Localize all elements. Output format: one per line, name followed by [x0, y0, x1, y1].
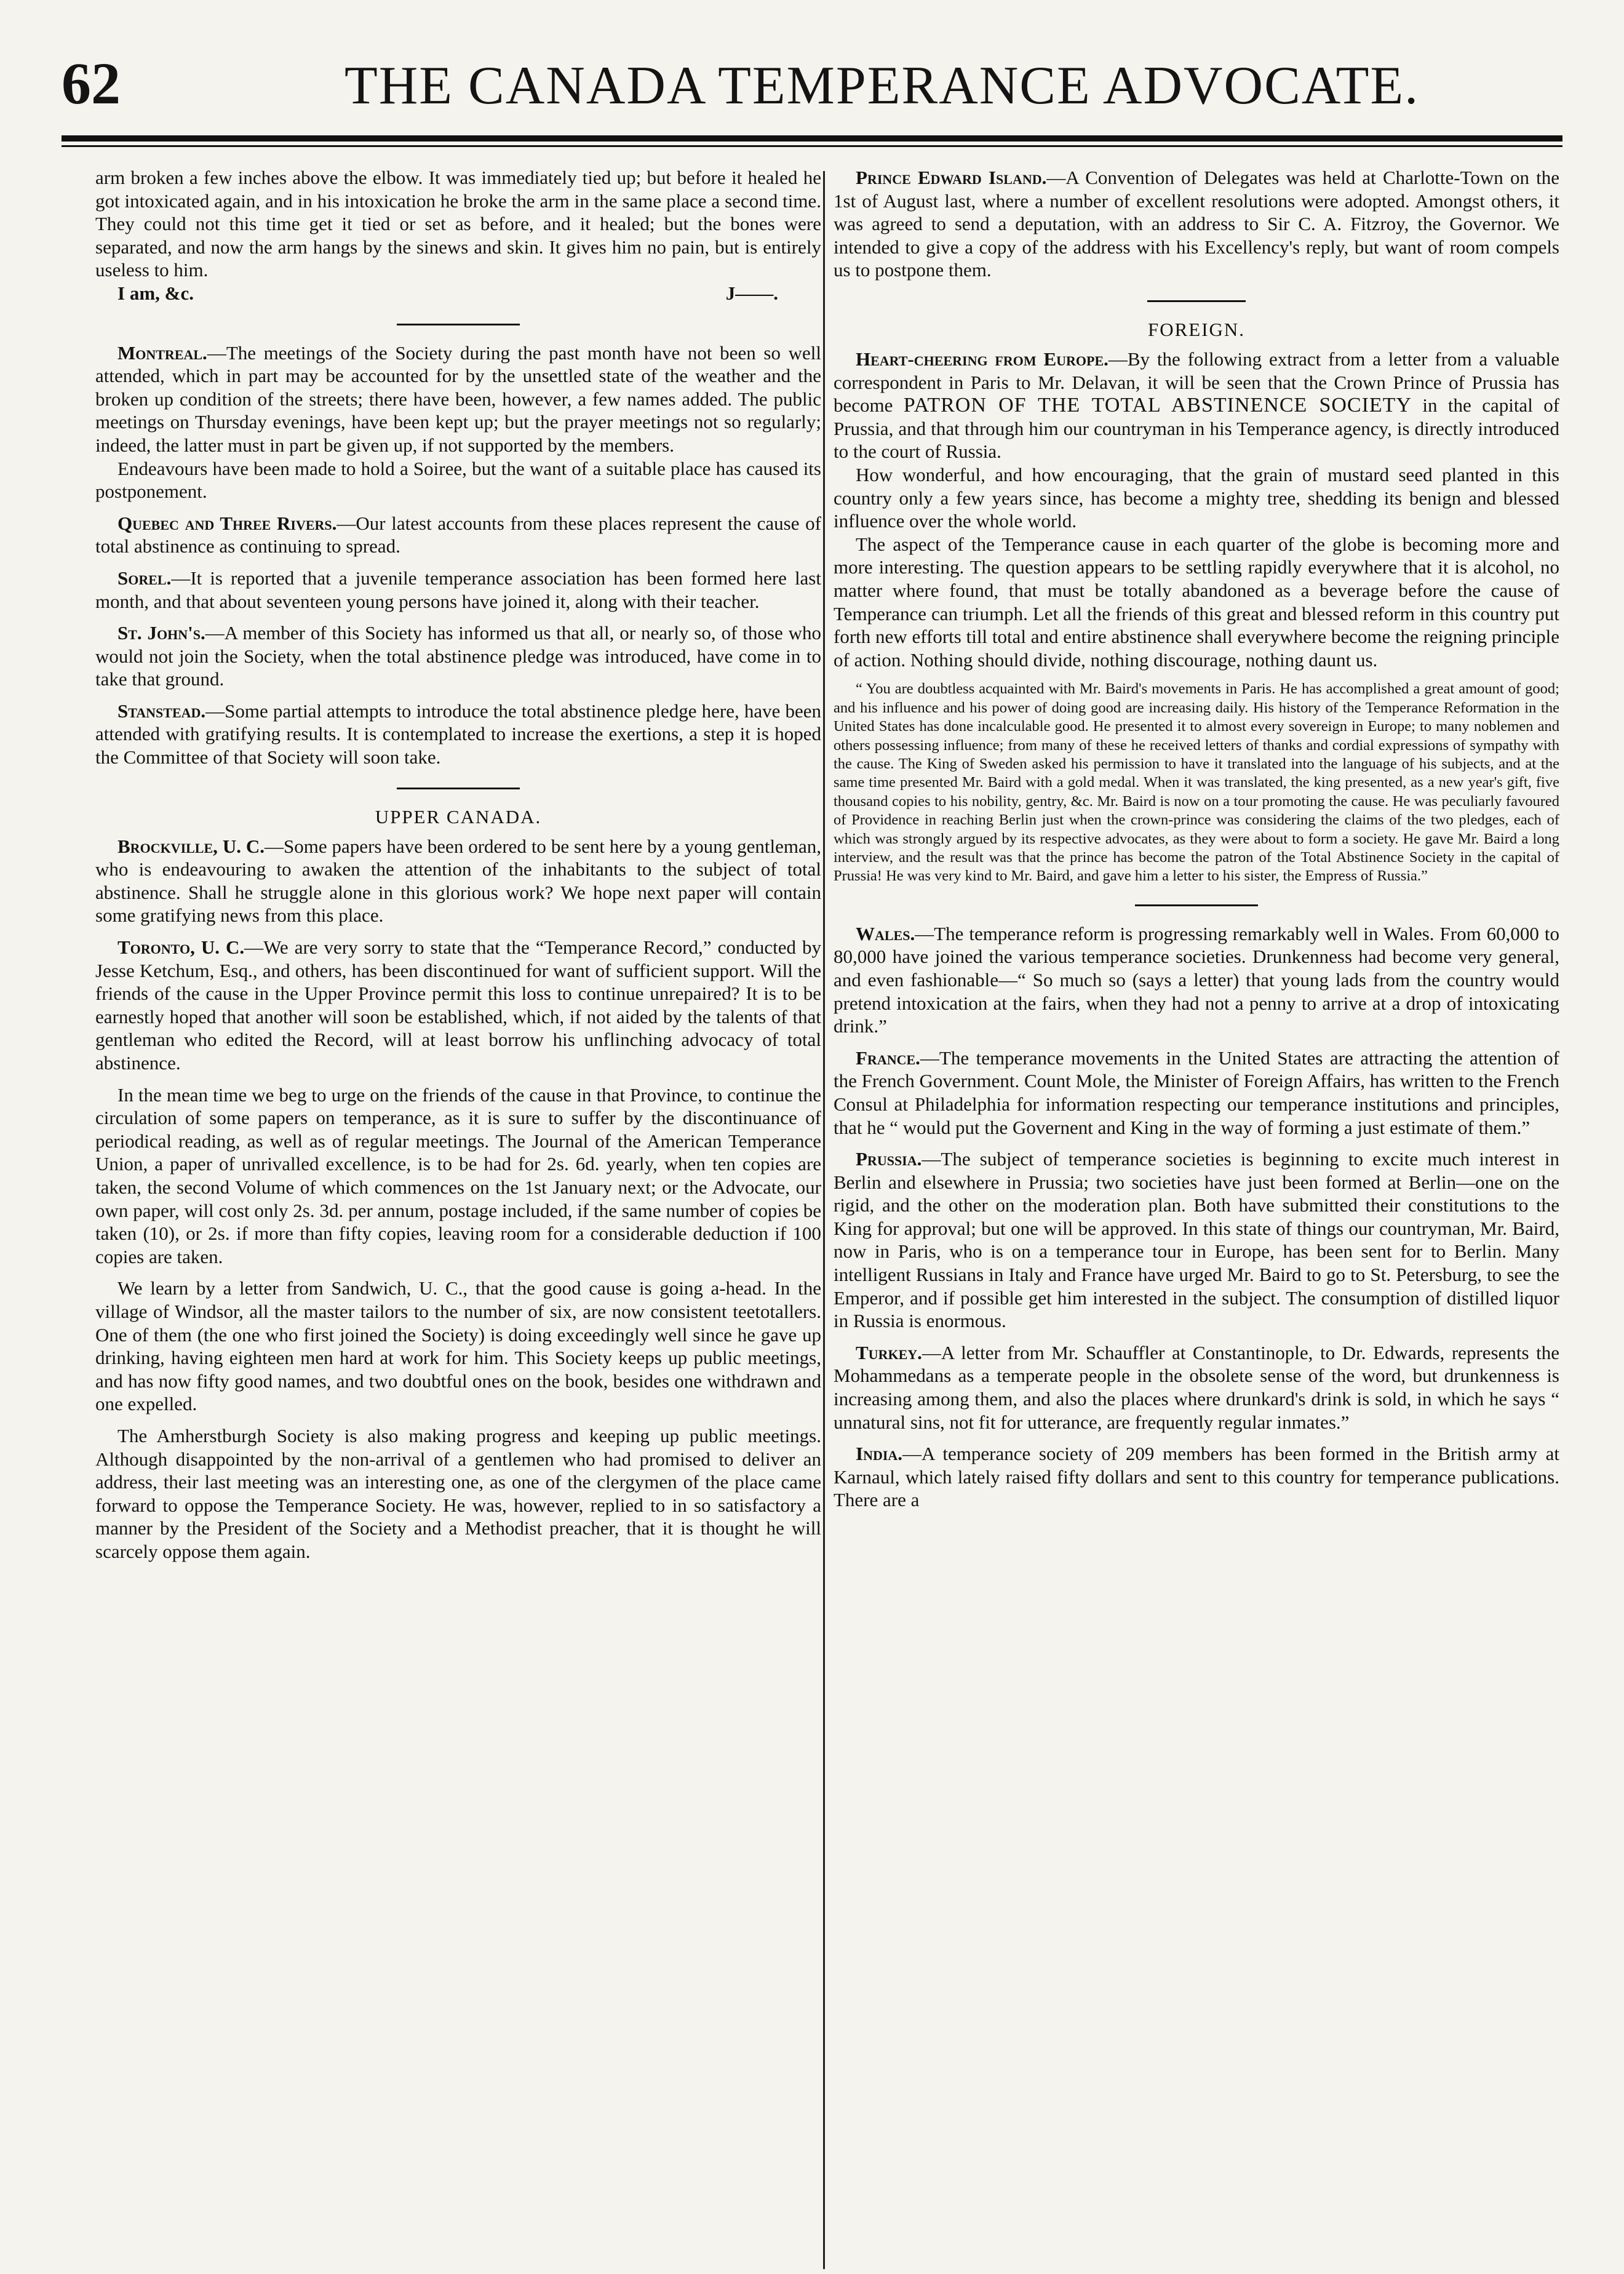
- st-johns-heading: St. John's.: [117, 622, 205, 644]
- wales-heading: Wales.: [856, 922, 915, 944]
- stanstead-item: [95, 700, 821, 769]
- quebec-text: —Our latest accounts from these places represent the cause of total abstinence as continuing to spread.: [95, 512, 821, 557]
- france-heading: France.: [856, 1047, 920, 1069]
- quebec-heading: Quebec and Three Rivers.: [117, 512, 337, 534]
- foreign-heading: FOREIGN.: [1147, 318, 1246, 340]
- turkey-heading: Turkey.: [856, 1341, 922, 1363]
- montreal-item-2: Endeavours have been made to hold a Soiree, but the want of a suitable place has caused its postponement.: [95, 457, 821, 503]
- signature-initial: J——.: [725, 282, 778, 304]
- europe-item: [834, 348, 1559, 463]
- meantime-paragraph: In the mean time we beg to urge on the friends of the cause in that Province, to continue the circulation of some papers on temperance, as it is sure to suffer by the discontinuance of periodical reading, as well as of regular meetings. The Journal of the American Temperance Union, a paper of unrivalled excellence, is to be had for 2s. 6d. yearly, when ten copies are taken, the second Volume of which commences on the 1st January next; or the Advocate, our own paper, will cost only 2s. 3d. per annum, postage included, if the same number of copies be taken (10), or 2s. if more than fifty copies, leaving room for a considerable deduction if 100 copies are taken.: [95, 1083, 821, 1267]
- section-divider: [397, 788, 520, 789]
- quebec-item: [95, 512, 821, 558]
- toronto-item: [95, 936, 821, 1075]
- amherstburgh-paragraph: The Amherstburgh Society is also making progress and keeping up public meetings. Although disappointed by the non-arrival of a gentlemen who had promised to deliver an address, their last meeting was an interesting one, as one of the clergymen of the place came forward to oppose the Temperance Society. He was, however, replied to in so satisfactory a manner by the President of the Society and a Methodist preacher, that it is thought he will scarcely oppose them again.: [95, 1424, 821, 1562]
- section-divider: [1147, 300, 1246, 302]
- st-johns-item: [95, 621, 821, 691]
- india-heading: India.: [856, 1443, 903, 1465]
- wales-item: [834, 922, 1559, 1038]
- masthead-rule-thick: [62, 135, 1562, 142]
- masthead-title: THE CANADA TEMPERANCE ADVOCATE.: [344, 56, 1420, 116]
- montreal-text: —The meetings of the Society during the past month have not been so well attended, which in part may be accounted for by the unsettled state of the weather and the broken up condition of the streets; there have been, however, a few names added. The public meetings on Thursday evenings, have been kept up; but the prayer meetings not so regularly; indeed, the latter must in part be given up, if not supported by the members.: [95, 341, 821, 456]
- left-column: [95, 166, 821, 2270]
- sign-off: I am, &c.: [117, 282, 194, 304]
- sorel-text: —It is reported that a juvenile temperance association has been formed here last month, and that about seventeen young persons have joined it, along with their teacher.: [95, 567, 821, 612]
- europe-text-a: —By the following extract from a letter from a valuable correspondent in Paris to Mr. Delavan, it will be seen that the Crown Prince of Prussia has become: [834, 348, 1559, 417]
- turkey-text: —A letter from Mr. Schauffler at Constantinople, to Dr. Edwards, represents the Mohammedans as a temperate people in the obsolete sense of the word, but drunkenness is increasing among them, and also the places where drunkard's drink is sold, in which he says “ unnatural sins, not fit for utterance, are frequently regular inmates.”: [834, 1341, 1559, 1433]
- europe-heading: Heart-cheering from Europe.: [856, 348, 1109, 370]
- section-divider: [1135, 904, 1258, 906]
- sorel-item: [95, 567, 821, 613]
- letter-signature: [95, 282, 821, 305]
- page-number: 62: [62, 50, 121, 116]
- wonderful-paragraph: How wonderful, and how encouraging, that the grain of mustard seed planted in this country only a few years since, has become a mighty tree, shedding its benign and blessed influence over the whole world.: [834, 463, 1559, 532]
- brockville-text: —Some papers have been ordered to be sent here by a young gentleman, who is endeavouring to awaken the attention of the inhabitants to the subject of total abstinence. Shall he struggle alone in this glorious work? We hope next paper will contain some gratifying news from this place.: [95, 835, 821, 927]
- wales-text: —The temperance reform is progressing remarkably well in Wales. From 60,000 to 80,000 have joined the various temperance societies. Drunkenness had become very general, and even fashionable—“ So much so (says a letter) that young lads from the country would pretend intoxication at the fairs, when they had not a penny to arrive at a drop of intoxicating drink.”: [834, 922, 1559, 1037]
- st-johns-text: —A member of this Society has informed us that all, or nearly so, of those who would not join the Society, when the total abstinence pledge was introduced, have come in to take that ground.: [95, 622, 821, 690]
- article-continuation: arm broken a few inches above the elbow. It was immediately tied up; but before it healed he got intoxicated again, and in his intoxication he broke the arm in the same place a second time. They could not this time get it tied or set as before, and it healed; but the bones were separated, and now the arm hangs by the sinews and skin. It gives him no pain, but is entirely useless to him.: [95, 167, 821, 281]
- section-divider: [397, 324, 520, 325]
- toronto-text: —We are very sorry to state that the “Temperance Record,” conducted by Jesse Ketchum, Esq., and others, has been discontinued for want of sufficient support. Will the friends of the cause in the Upper Province permit this loss to continue unrepaired? It is to be earnestly hoped that another will soon be established, which, if not aided by the talents of that gentleman who edited the Record, will at least borrow his unflinching advocacy of total abstinence.: [95, 936, 821, 1074]
- sandwich-paragraph: We learn by a letter from Sandwich, U. C., that the good cause is going a-head. In the village of Windsor, all the master tailors to the number of six, are now consistent teetotallers. One of them (the one who first joined the Society) is doing exceedingly well since he gave up drinking, having eighteen men hard at work for him. This Society keeps up public meetings, and has now fifty good names, and two doubtful ones on the book, besides one withdrawn and one expelled.: [95, 1277, 821, 1415]
- turkey-item: [834, 1341, 1559, 1434]
- pei-text: —A Convention of Delegates was held at Charlotte-Town on the 1st of August last, where a number of excellent resolutions were adopted. Amongst others, it was agreed to send a deputation, with an address to Sir C. A. Fitzroy, the Governor. We intended to give a copy of the address with his Excellency's reply, but want of room compels us to postpone them.: [834, 167, 1559, 281]
- quoted-letter: [834, 680, 1559, 885]
- aspect-paragraph: The aspect of the Temperance cause in each quarter of the globe is becoming more and more interesting. The question appears to be settling rapidly everywhere that it is alcohol, no matter where found, that must be totally abandoned as a beverage before the cause of Temperance can triumph. Let all the friends of this great and blessed reform in this country put forth new efforts till total and entire abstinence shall everywhere become the reigning principle of action. Nothing should divide, nothing discourage, nothing daunt us.: [834, 533, 1559, 671]
- prussia-heading: Prussia.: [856, 1148, 922, 1170]
- column-rule: [823, 171, 825, 2269]
- masthead-rule-thin: [62, 145, 1562, 147]
- france-text: —The temperance movements in the United States are attracting the attention of the French Government. Count Mole, the Minister of Foreign Affairs, has written to the French Consul at Philadelphia for information respecting our temperance institutions and principles, that he “ would put the Governent and King in the way of forming a just estimate of them.”: [834, 1047, 1559, 1138]
- upper-canada-heading: UPPER CANADA.: [375, 805, 542, 828]
- india-text: —A temperance society of 209 members has been formed in the British army at Karnaul, which lately raised fifty dollars and sent to this country for temperance publications. There are a: [834, 1443, 1559, 1511]
- pei-heading: Prince Edward Island.: [856, 167, 1047, 188]
- sorel-heading: Sorel.: [117, 567, 172, 589]
- france-item: [834, 1047, 1559, 1139]
- prussia-item: [834, 1147, 1559, 1333]
- pei-item: [834, 166, 1559, 282]
- toronto-heading: Toronto, U. C.: [117, 936, 245, 959]
- brockville-item: [95, 835, 821, 927]
- prussia-text: —The subject of temperance societies is beginning to excite much interest in Berlin and elsewhere in Prussia; two societies have just been formed at Berlin—one on the rigid, and the other on the moderation plan. Both have submitted their constitutions to the King for approval; but one will be approved. In this state of things our countryman, Mr. Baird, now in Paris, who is on a temperance tour in Europe, has been sent for to Berlin. Many intelligent Russians in Italy and France have urged Mr. Baird to go to St. Petersburg, to see the Emperor, and if possible get him interested in the subject. The consumption of distilled liquor in Russia is enormous.: [834, 1148, 1559, 1332]
- stanstead-heading: Stanstead.: [117, 700, 206, 722]
- quoted-letter-text: “ You are doubtless acquainted with Mr. Baird's movements in Paris. He has accomplished a great amount of good; and his influence and his power of doing good are increasing daily. His history of the Temperance Reformation in the United States has done incalculable good. He presented it to almost every sovereign in Europe; to many noblemen and others possessing influence; from many of these he received letters of thanks and cordial expressions of sympathy with the cause. The King of Sweden asked his permission to have it translated into the language of his subjects, and at the same time presented Mr. Baird with a gold medal. When it was translated, the king presented, as a new year's gift, five thousand copies to his nobility, gentry, &c. Mr. Baird is now on a tour promoting the cause. He was peculiarly favoured of Providence in reaching Berlin just when the crown-prince was considering the claims of the two pledges, each of which was strongly argued by its respective advocates, as they were about to form a society. He gave Mr. Baird a long interview, and the result was that the prince has become the patron of the Total Abstinence Society in the capital of Prussia! He was very kind to Mr. Baird, and gave him a letter to his sister, the Empress of Russia.”: [834, 680, 1559, 885]
- europe-text-b: in the capital of Prussia, and that through him our countryman in his Temperance agency, is directly introduced to the court of Russia.: [834, 394, 1559, 463]
- patron-caps: PATRON OF THE TOTAL ABSTINENCE SOCIETY: [903, 394, 1412, 417]
- right-column: [834, 166, 1559, 2270]
- stanstead-text: —Some partial attempts to introduce the total abstinence pledge here, have been attended with gratifying results. It is contemplated to increase the exertions, a step it is hoped the Committee of that Society will soon take.: [95, 700, 821, 768]
- montreal-item: [95, 341, 821, 457]
- india-item: [834, 1442, 1559, 1512]
- brockville-heading: Brockville, U. C.: [117, 835, 265, 857]
- montreal-heading: Montreal.: [117, 341, 207, 364]
